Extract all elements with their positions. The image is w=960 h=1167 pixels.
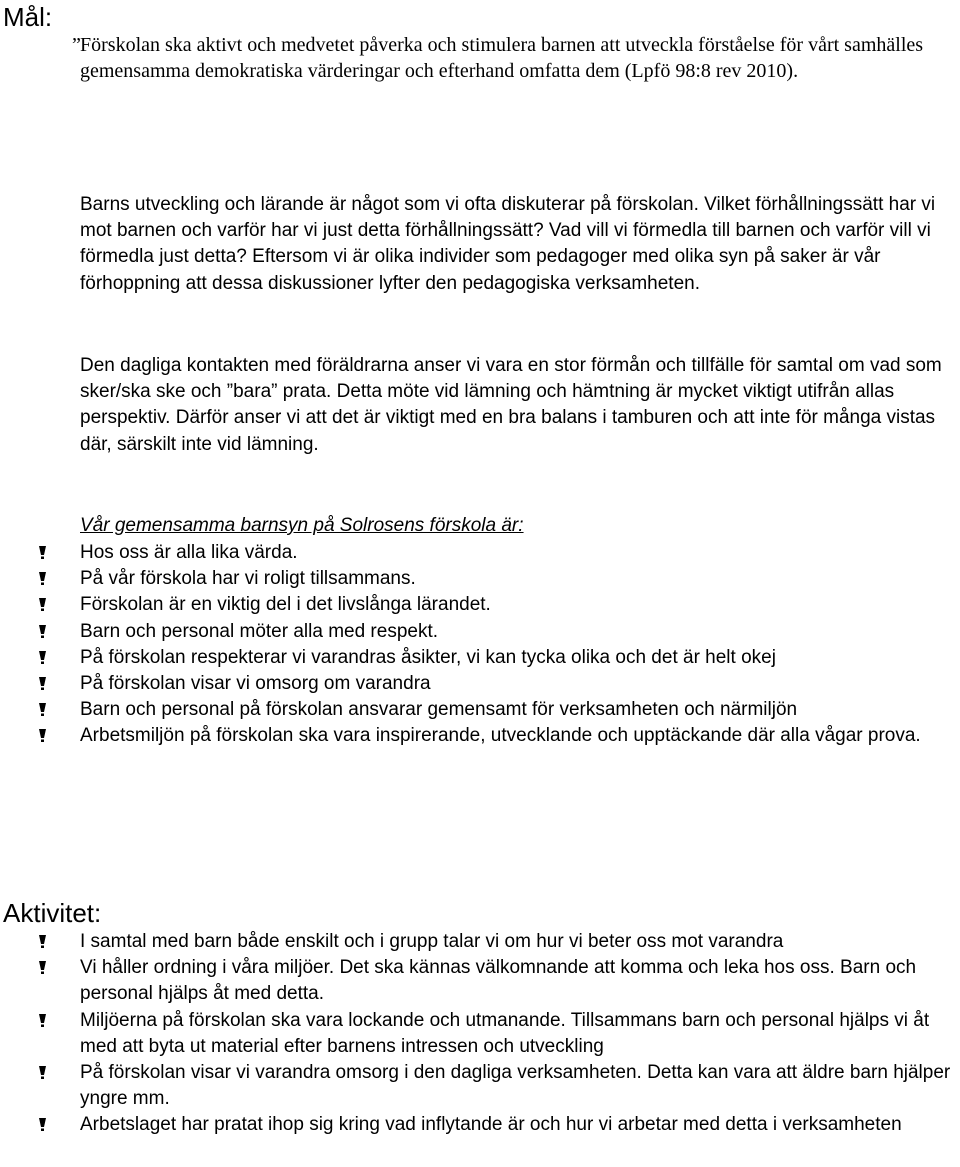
list-item-text: Miljöerna på förskolan ska vara lockande och utmanande. Tillsammans barn och personal hjälps vi åt med att byta ut material efter barnens intressen och utveckling xyxy=(80,1009,930,1057)
bullet-icon xyxy=(38,1118,47,1131)
bullet-icon xyxy=(38,651,47,664)
bullet-icon xyxy=(38,546,47,559)
list-item-text: På förskolan visar vi varandra omsorg i den dagliga verksamheten. Detta kan vara att äldre barn hjälper yngre mm. xyxy=(80,1062,951,1110)
list-item-text: Förskolan är en viktig del i det livslånga lärandet. xyxy=(80,594,491,616)
list-item xyxy=(0,1112,960,1138)
list-item xyxy=(0,1008,960,1060)
list-item xyxy=(0,1060,960,1112)
list-item xyxy=(0,645,960,671)
list-item xyxy=(0,671,960,697)
list-item-text: Arbetslaget har pratat ihop sig kring vad inflytande är och hur vi arbetar med detta i verksamheten xyxy=(80,1114,902,1136)
list-item xyxy=(0,566,960,592)
list-item xyxy=(0,697,960,723)
curriculum-quote xyxy=(72,32,958,84)
list-item-text: Barn och personal möter alla med respekt. xyxy=(80,620,439,642)
list-item-text: Vi håller ordning i våra miljöer. Det ska kännas välkomnande att komma och leka hos oss. Barn och personal hjälps åt med detta. xyxy=(80,957,917,1005)
list-item-text: På förskolan visar vi omsorg om varandra xyxy=(80,673,431,695)
bullet-icon xyxy=(38,703,47,716)
bullet-icon xyxy=(38,1014,47,1027)
bullet-icon xyxy=(38,729,47,742)
quote-mark: ” xyxy=(72,34,81,56)
list-item xyxy=(0,592,960,618)
list-item xyxy=(0,619,960,645)
list-item-text: Hos oss är alla lika värda. xyxy=(80,542,298,563)
list-item-text: I samtal med barn både enskilt och i grupp talar vi om hur vi beter oss mot varandra xyxy=(80,931,784,952)
bullet-icon xyxy=(38,572,47,585)
list-item-text: På vår förskola har vi roligt tillsammans. xyxy=(80,568,416,590)
list-item-text: Arbetsmiljön på förskolan ska vara inspirerande, utvecklande och upptäckande där alla vågar prova. xyxy=(80,725,921,747)
quote-text: Förskolan ska aktivt och medvetet påverka och stimulera barnen att utveckla förståelse för vårt samhälles gemensamma demokratiska värderingar och efterhand omfatta dem (Lpfö 98:8 rev 2010). xyxy=(80,34,924,82)
mal-heading: Mål: xyxy=(3,2,53,32)
barnsyn-list xyxy=(0,540,960,750)
list-item xyxy=(0,723,960,749)
aktivitet-list xyxy=(0,929,960,1139)
barnsyn-heading: Vår gemensamma barnsyn på Solrosens förskola är: xyxy=(80,515,524,536)
bullet-icon xyxy=(38,935,47,948)
list-item-text: Barn och personal på förskolan ansvarar gemensamt för verksamheten och närmiljön xyxy=(80,699,798,721)
paragraph-parents: Den dagliga kontakten med föräldrarna anser vi vara en stor förmån och tillfälle för samtal om vad som sker/ska ske och ”bara” prata. Detta möte vid lämning och hämtning är mycket viktigt utifrån allas perspektiv. Därför anser vi att det är viktigt med en bra balans i tamburen och att inte för många vistas där, särskilt inte vid lämning. xyxy=(80,355,942,455)
list-item xyxy=(0,955,960,1007)
bullet-icon xyxy=(38,625,47,638)
list-item xyxy=(0,929,960,955)
aktivitet-heading: Aktivitet: xyxy=(3,898,102,928)
list-item-text: På förskolan respekterar vi varandras åsikter, vi kan tycka olika och det är helt okej xyxy=(80,646,776,668)
bullet-icon xyxy=(38,961,47,974)
paragraph-discussion: Barns utveckling och lärande är något som vi ofta diskuterar på förskolan. Vilket förhållningssätt har vi mot barnen och varför har vi just detta förhållningssätt? Vad vill vi förmedla till barnen och varför vill vi förmedla just detta? Eftersom vi är olika individer som pedagoger med olika syn på saker är vår förhoppning att dessa diskussioner lyfter den pedagogiska verksamheten. xyxy=(80,194,936,294)
bullet-icon xyxy=(38,598,47,611)
bullet-icon xyxy=(38,1066,47,1079)
bullet-icon xyxy=(38,677,47,690)
list-item xyxy=(0,540,960,566)
